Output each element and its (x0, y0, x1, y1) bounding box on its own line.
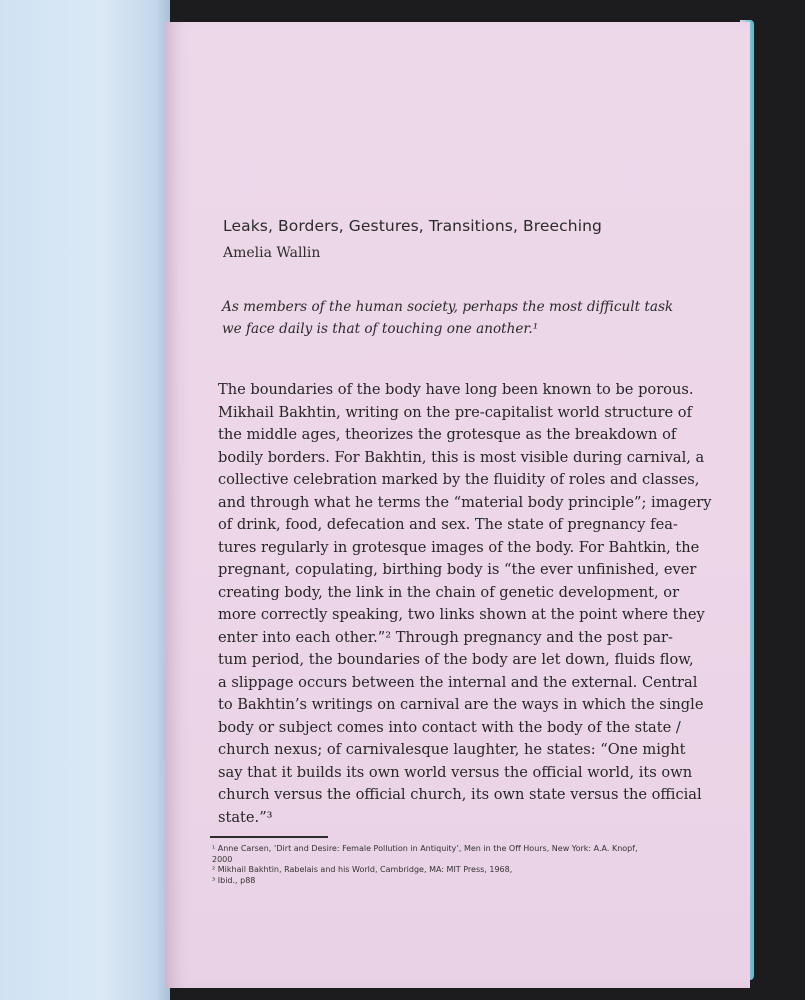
body-line: tures regularly in grotesque images of the body. For Bahtkin, the (218, 538, 700, 556)
footnote-line: ³ Ibid., p88 (212, 875, 256, 885)
footnotes (212, 844, 712, 886)
footnote-line: ² Mikhail Bakhtin, Rabelais and his World, Cambridge, MA: MIT Press, 1968, (212, 865, 513, 874)
body-line: Mikhail Bakhtin, writing on the pre-capitalist world structure of (218, 403, 692, 421)
body-paragraph (218, 379, 718, 829)
body-line: the middle ages, theorizes the grotesque as the breakdown of (218, 426, 677, 443)
body-line: pregnant, copulating, birthing body is “the ever unfinished, ever (218, 561, 697, 578)
body-line: more correctly speaking, two links shown at the point where they (218, 606, 705, 623)
body-line: creating body, the link in the chain of genetic development, or (218, 583, 680, 601)
body-line: church nexus; of carnivalesque laughter, he states: “One might (218, 741, 686, 758)
body-line: body or subject comes into contact with the body of the state / (218, 718, 681, 736)
body-line: collective celebration marked by the fluidity of roles and classes, (218, 471, 700, 488)
body-line: church versus the official church, its own state versus the official (218, 786, 702, 803)
body-line: say that it builds its own world versus the official world, its own (218, 763, 693, 781)
footnote-divider (210, 836, 328, 838)
body-line: of drink, food, defecation and sex. The state of pregnancy fea- (218, 516, 678, 533)
footnote-line: ¹ Anne Carsen, ‘Dirt and Desire: Female Pollution in Antiquity’, Men in the Off Hours, New York: A.A. Knopf, (212, 844, 638, 853)
epigraph-line: As members of the human society, perhaps the most difficult task (222, 299, 674, 315)
left-page (0, 0, 170, 1000)
article-title: Leaks, Borders, Gestures, Transitions, Breeching (223, 217, 602, 235)
body-line: bodily borders. For Bakhtin, this is most visible during carnival, a (218, 448, 705, 466)
body-line: tum period, the boundaries of the body are let down, fluids flow, (218, 651, 694, 668)
body-line: to Bakhtin’s writings on carnival are the ways in which the single (218, 696, 704, 713)
body-line: state.”³ (218, 808, 273, 826)
footnote-line: 2000 (212, 854, 233, 864)
body-line: and through what he terms the “material body principle”; imagery (218, 493, 712, 511)
body-line: enter into each other.”² Through pregnancy and the post par- (218, 628, 673, 646)
epigraph-line: we face daily is that of touching one another.¹ (222, 321, 539, 337)
epigraph (222, 296, 702, 340)
body-line: The boundaries of the body have long been known to be porous. (218, 381, 694, 398)
article-author: Amelia Wallin (223, 245, 321, 261)
body-line: a slippage occurs between the internal and the external. Central (218, 673, 698, 691)
